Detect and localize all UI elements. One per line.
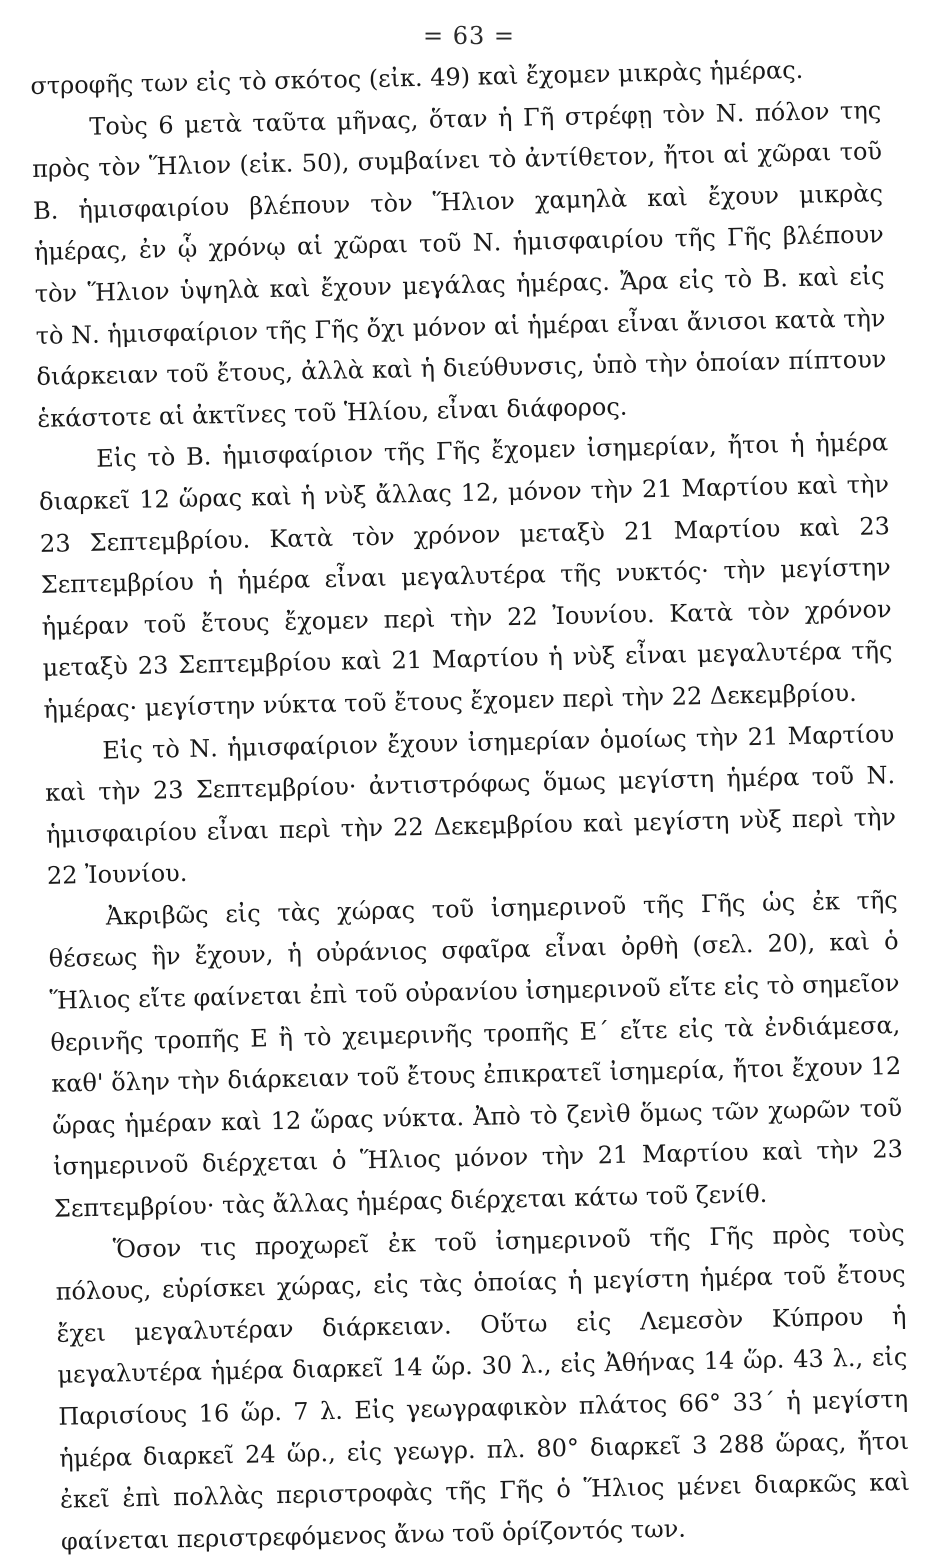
paragraph-north-hemisphere: Εἰς τὸ Β. ἡμισφαίριον τῆς Γῆς ἔχομεν ἰσημερίαν, ἤτοι ἡ ἡμέρα διαρκεῖ 12 ὥρας καὶ ἡ νὺξ ἄλλας 12, μόνον τὴν 21 Μαρτίου καὶ τὴν 23 Σεπτεμβρίου. Κατὰ τὸν χρόνον μεταξὺ 21 Μαρτίου καὶ 23 Σεπτεμβρίου ἡ ἡμέρα εἶναι μεγαλυτέρα τῆς νυκτός· τὴν μεγίστην ἡμέραν τοῦ ἔτους ἔχομεν περὶ τὴν 22 Ἰουνίου. Κατὰ τὸν χρόνον μεταξὺ 23 Σεπτεμβρίου καὶ 21 Μαρτίου ἡ νὺξ εἶναι μεγαλυτέρα τῆς ἡμέρας· μεγίστην νύκτα τοῦ ἔτους ἔχομεν περὶ τὴν 22 Δεκεμβρίου. [38, 428, 893, 724]
body-text [30, 48, 911, 1563]
paragraph-hemispheres: Τοὺς 6 μετὰ ταῦτα μῆνας, ὅταν ἡ Γῆ στρέφῃ τὸν Ν. πόλον της πρὸς τὸν Ἥλιον (εἰκ. 50), συμβαίνει τὸ ἀντίθετον, ἤτοι αἱ χῶραι τοῦ Β. ἡμισφαιρίου βλέπουν τὸν Ἥλιον χαμηλὰ καὶ ἔχουν μικρὰς ἡμέρας, ἐν ᾧ χρόνῳ αἱ χῶραι τοῦ Ν. ἡμισφαιρίου τῆς Γῆς βλέπουν τὸν Ἥλιον ὑψηλὰ καὶ ἔχουν μεγάλας ἡμέρας. Ἄρα εἰς τὸ Β. καὶ εἰς τὸ Ν. ἡμισφαίριον τῆς Γῆς ὄχι μόνον αἱ ἡμέραι εἶναι ἄνισοι κατὰ τὴν διάρκειαν τοῦ ἔτους, ἀλλὰ καὶ ἡ διεύθυνσις, ὑπὸ τὴν ὁποίαν πίπτουν ἑκάστοτε αἱ ἀκτῖνες τοῦ Ἡλίου, εἶναι διάφορος. [31, 95, 887, 433]
paragraph-equator: Ἀκριβῶς εἰς τὰς χώρας τοῦ ἰσημερινοῦ τῆς Γῆς ὡς ἐκ τῆς θέσεως ἣν ἔχουν, ἡ οὐράνιος σφαῖρα εἶναι ὀρθὴ (σελ. 20), καὶ ὁ Ἥλιος εἴτε φαίνεται ἐπὶ τοῦ οὐρανίου ἰσημερινοῦ εἴτε εἰς τὸ σημεῖον θερινῆς τροπῆς Ε ἢ τὸ χειμερινῆς τροπῆς Ε΄ εἴτε εἰς τὰ ἐνδιάμεσα, καθ' ὅλην τὴν διάρκειαν τοῦ ἔτους ἐπικρατεῖ ἰσημερία, ἤτοι ἔχουν 12 ὥρας ἡμέραν καὶ 12 ὥρας νύκτα. Ἀπὸ τὸ ζενὶθ ὅμως τῶν χωρῶν τοῦ ἰσημερινοῦ διέρχεται ὁ Ἥλιος μόνον τὴν 21 Μαρτίου καὶ τὴν 23 Σεπτεμβρίου· τὰς ἄλλας ἡμέρας διέρχεται κάτω τοῦ ζενίθ. [48, 885, 904, 1223]
paragraph-poles: Ὅσον τις προχωρεῖ ἐκ τοῦ ἰσημερινοῦ τῆς Γῆς πρὸς τοὺς πόλους, εὑρίσκει χώρας, εἰς τὰς ὁποίας ἡ μεγίστη ἡμέρα τοῦ ἔτους ἔχει μεγαλυτέραν διάρκειαν. Οὕτω εἰς Λεμεσὸν Κύπρου ἡ μεγαλυτέρα ἡμέρα διαρκεῖ 14 ὥρ. 30 λ., εἰς Ἀθήνας 14 ὥρ. 43 λ., εἰς Παρισίους 16 ὥρ. 7 λ. Εἰς γεωγραφικὸν πλάτος 66° 33΄ ἡ μεγίστη ἡμέρα διαρκεῖ 24 ὥρ., εἰς γεωγρ. πλ. 80° διαρκεῖ 3 288 ὥρας, ἤτοι ἐκεῖ ἐπὶ πολλὰς περιστροφὰς τῆς Γῆς ὁ Ἥλιος μένει διαρκῶς καὶ φαίνεται περιστρεφόμενος ἄνω τοῦ ὁρίζοντός των. [55, 1218, 911, 1556]
paragraph-continuation: στροφῆς των εἰς τὸ σκότος (εἰκ. 49) καὶ ἔχομεν μικρὰς ἡμέρας. [30, 55, 804, 100]
page-number: = 63 = [422, 22, 515, 50]
paragraph-south-hemisphere: Εἰς τὸ Ν. ἡμισφαίριον ἔχουν ἰσημερίαν ὁμοίως τὴν 21 Μαρτίου καὶ τὴν 23 Σεπτεμβρίου· ἀντιστρόφως ὅμως μεγίστη ἡμέρα τοῦ Ν. ἡμισφαιρίου εἶναι περὶ τὴν 22 Δεκεμβρίου καὶ μεγίστη νὺξ περὶ τὴν 22 Ἰουνίου. [44, 719, 897, 891]
